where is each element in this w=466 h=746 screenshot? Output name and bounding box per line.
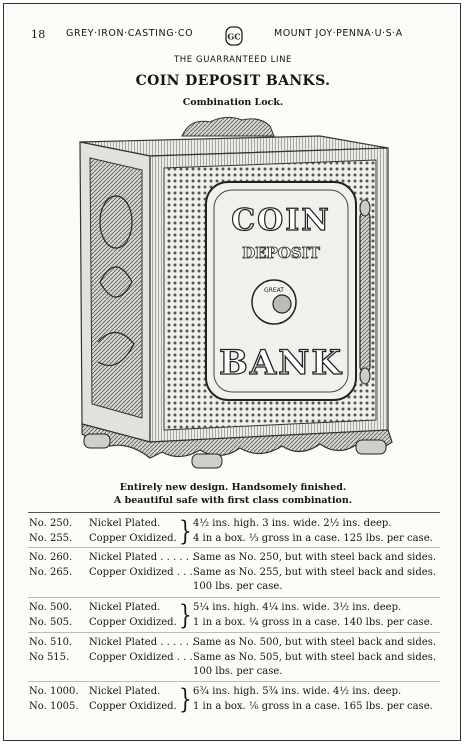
finish-label: Nickel Plated. <box>89 518 161 529</box>
row-divider <box>28 547 440 548</box>
row-divider <box>28 597 440 598</box>
specification: 6¾ ins. high. 5¾ ins. wide. 4½ ins. deep. <box>193 686 402 697</box>
price-row <box>0 567 466 581</box>
bank-side-panel <box>80 142 150 442</box>
divider <box>28 512 440 513</box>
price-row <box>0 686 466 700</box>
price-row <box>0 552 466 566</box>
dial-text: GREAT <box>264 287 284 294</box>
company-monogram-icon <box>225 26 243 46</box>
specification: Same as No. 250, but with steel back and sides. <box>193 552 437 563</box>
row-divider <box>28 681 440 682</box>
specification: 1 in a box. ¼ gross in a case. 140 lbs. per case. <box>193 617 433 628</box>
svg-text:GC: GC <box>227 31 241 42</box>
finish-label: Copper Oxidized. <box>89 533 177 544</box>
brace-icon: } <box>179 682 192 715</box>
company-location: MOUNT JOY·PENNA·U·S·A <box>274 28 403 39</box>
dial-knob <box>273 295 291 313</box>
coin-bank-illustration <box>70 112 400 472</box>
catalog-number: No. 265. <box>29 567 73 578</box>
specification: Same as No. 255, but with steel back and sides. <box>193 567 437 578</box>
finish-label: Nickel Plated . . . . . . <box>89 637 196 648</box>
door-hinge <box>360 200 370 384</box>
finish-label: Copper Oxidized. <box>89 701 177 712</box>
brace-icon: } <box>179 514 192 547</box>
bank-front-panel <box>150 148 388 442</box>
row-divider <box>28 632 440 633</box>
catalog-number: No. 255. <box>29 533 73 544</box>
tagline: THE GUARRANTEED LINE <box>173 55 293 65</box>
page-subtitle: Combination Lock. <box>182 97 284 108</box>
door-coin-text: COIN <box>231 203 331 238</box>
specification: Same as No. 500, but with steel back and sides. <box>193 637 437 648</box>
price-row <box>0 617 466 631</box>
price-row <box>0 602 466 616</box>
specification: 1 in a box. ⅙ gross in a case. 165 lbs. per case. <box>193 701 433 712</box>
finish-label: Copper Oxidized . . . <box>89 652 193 663</box>
company-name: GREY·IRON·CASTING·CO <box>66 28 194 39</box>
finish-label: Nickel Plated . . . . . . <box>89 552 196 563</box>
finish-label: Copper Oxidized . . . <box>89 567 193 578</box>
door-deposit-text: DEPOSIT <box>242 244 320 262</box>
finish-label: Nickel Plated. <box>89 686 161 697</box>
door-bank-text: BANK <box>219 343 343 383</box>
specification: 4 in a box. ⅓ gross in a case. 125 lbs. per case. <box>193 533 433 544</box>
specification: Same as No. 505, but with steel back and sides. <box>193 652 437 663</box>
catalog-number: No 515. <box>29 652 70 663</box>
catalog-number: No. 510. <box>29 637 73 648</box>
caption-line-2: A beautiful safe with first class combination. <box>113 495 353 506</box>
weight-note: 100 lbs. per case. <box>193 581 283 592</box>
price-row <box>0 533 466 547</box>
bank-crest <box>182 117 274 136</box>
catalog-number: No. 505. <box>29 617 73 628</box>
catalog-number: No. 1005. <box>29 701 79 712</box>
price-row <box>0 518 466 532</box>
price-row <box>0 701 466 715</box>
weight-note: 100 lbs. per case. <box>193 666 283 677</box>
specification: 4½ ins. high. 3 ins. wide. 2½ ins. deep. <box>193 518 392 529</box>
catalog-number: No. 1000. <box>29 686 79 697</box>
brace-icon: } <box>179 598 192 631</box>
catalog-number: No. 260. <box>29 552 73 563</box>
finish-label: Nickel Plated. <box>89 602 161 613</box>
caption-line-1: Entirely new design. Handsomely finished. <box>119 482 347 493</box>
catalog-number: No. 500. <box>29 602 73 613</box>
catalog-number: No. 250. <box>29 518 73 529</box>
finish-label: Copper Oxidized. <box>89 617 177 628</box>
price-row <box>0 652 466 666</box>
price-row <box>0 637 466 651</box>
specification: 5¼ ins. high. 4¼ ins. wide. 3½ ins. deep. <box>193 602 402 613</box>
page-number: 18 <box>31 28 46 41</box>
page-title: COIN DEPOSIT BANKS. <box>135 73 331 89</box>
